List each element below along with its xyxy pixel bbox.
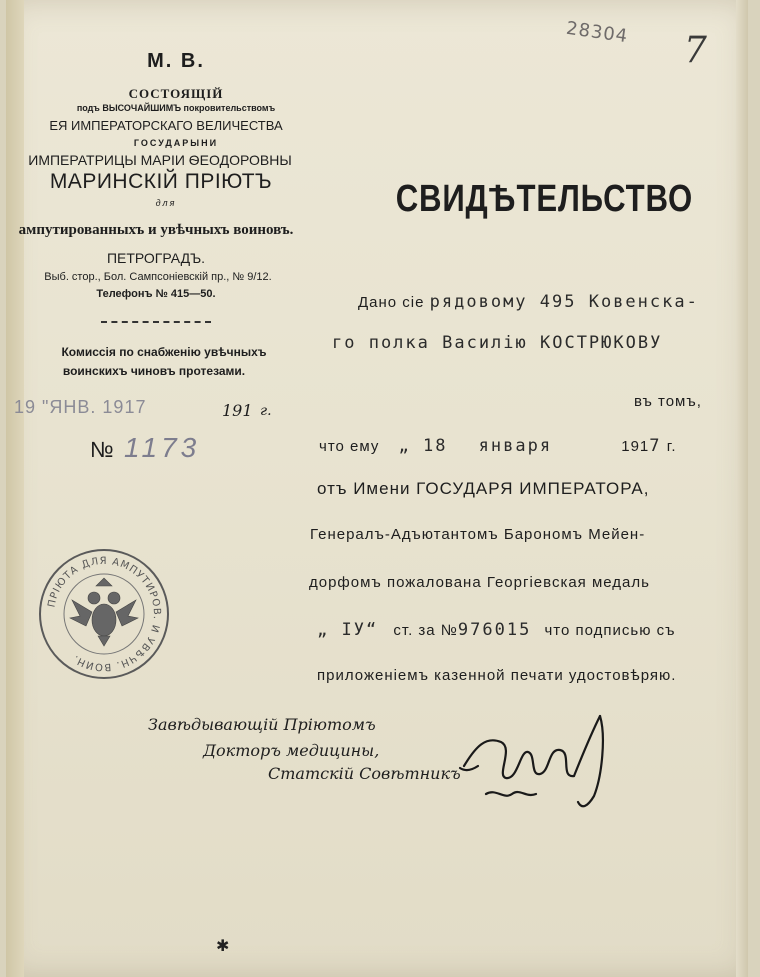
header-commission-line1: Комиссiя по снабженiю увѣчныхъ [61, 345, 267, 359]
given-to-label: Дано сiе [358, 294, 425, 311]
registration-number: 1173 [124, 432, 201, 463]
registration-number-sign: № [90, 437, 114, 462]
paper-right-edge [736, 0, 748, 977]
handwritten-signature [456, 706, 626, 816]
document-page [6, 0, 748, 977]
document-title: СВИДѢТЕЛЬСТВО [395, 178, 694, 220]
medal-degree: „ IУ“ [317, 620, 379, 640]
award-year-typed: 7 [649, 436, 662, 456]
award-year-printed: 191 [621, 438, 650, 455]
body-line-4 [319, 436, 677, 456]
archive-number: 28304 [564, 17, 630, 48]
signatory-degree: Докторъ медицины, [203, 741, 380, 760]
award-day: „ 18 [398, 436, 448, 456]
signature-clause: что подписью съ [544, 622, 676, 639]
body-line-2 [332, 333, 662, 353]
body-line-3: въ томъ, [634, 393, 702, 410]
header-divider [101, 321, 211, 323]
header-commission-line2: воинскихъ чиновъ протезами. [62, 364, 246, 378]
header-sovereign: ГОСУДАРЫНИ [133, 138, 219, 148]
medal-number: 976015 [457, 620, 532, 640]
recipient-name: го полка Василiю КОСТРЮКОВУ [332, 333, 663, 353]
header-for: для [155, 198, 177, 208]
header-patronage: подъ ВЫСОЧАЙШИМЪ покровительствомъ [76, 103, 276, 113]
official-seal [36, 546, 172, 682]
header-shelter-name: МАРИНСКIЙ ПРIЮТЪ [49, 170, 273, 193]
body-line-8 [317, 620, 676, 640]
header-sostoyashchiy: СОСТОЯЩIЙ [128, 86, 224, 101]
award-month: января [478, 436, 553, 456]
sheet-number: 7 [684, 30, 707, 71]
medal-degree-for-label: ст. за № [393, 622, 458, 639]
double-eagle-emblem [70, 578, 138, 646]
header-city: ПЕТРОГРАДЪ. [106, 250, 206, 266]
registration-year-suffix: г. [260, 403, 272, 419]
header-majesty: ЕЯ ИМПЕРАТОРСКАГО ВЕЛИЧЕСТВА [49, 118, 283, 133]
body-line-1 [358, 292, 699, 312]
registration-year: 191 [222, 401, 253, 420]
signatory-position: Завѣдывающiй Прiютомъ [148, 715, 376, 734]
header-address: Выб. стор., Бол. Сампсонiевскiй пр., № 9/12. [44, 271, 272, 283]
header-phone: Телефонъ № 415—50. [96, 288, 216, 300]
paper-left-strip [6, 0, 24, 977]
header-initials: М. В. [147, 50, 205, 72]
recipient-rank-regiment: рядовому 495 Ковенска- [429, 292, 699, 312]
body-line-9: приложенiемъ казенной печати удостовѣряю. [317, 667, 677, 684]
body-line-6: Генералъ-Адъютантомъ Барономъ Мейен- [310, 526, 646, 543]
header-empress: ИМПЕРАТРИЦЫ МАРIИ ѲЕОДОРОВНЫ [28, 152, 292, 168]
ink-blot: ✱ [216, 936, 230, 955]
award-year-suffix: г. [666, 438, 677, 455]
seal-ring-text: ПРIЮТА ДЛЯ АМПУТИРОВ. И УВѢЧН. ВОИН. [46, 555, 163, 673]
registration-date-stamp: 19 "ЯНВ. 1917 [14, 397, 147, 417]
body-line-7: дорфомъ пожалована Георгiевская медаль [309, 574, 650, 591]
signatory-rank: Статскiй Совѣтникъ [268, 764, 461, 783]
that-him-label: что ему [319, 438, 380, 455]
header-purpose: ампутированныхъ и увѣчныхъ воиновъ. [18, 222, 294, 238]
body-line-5: отъ Имени ГОСУДАРЯ ИМПЕРАТОРА, [317, 479, 650, 498]
